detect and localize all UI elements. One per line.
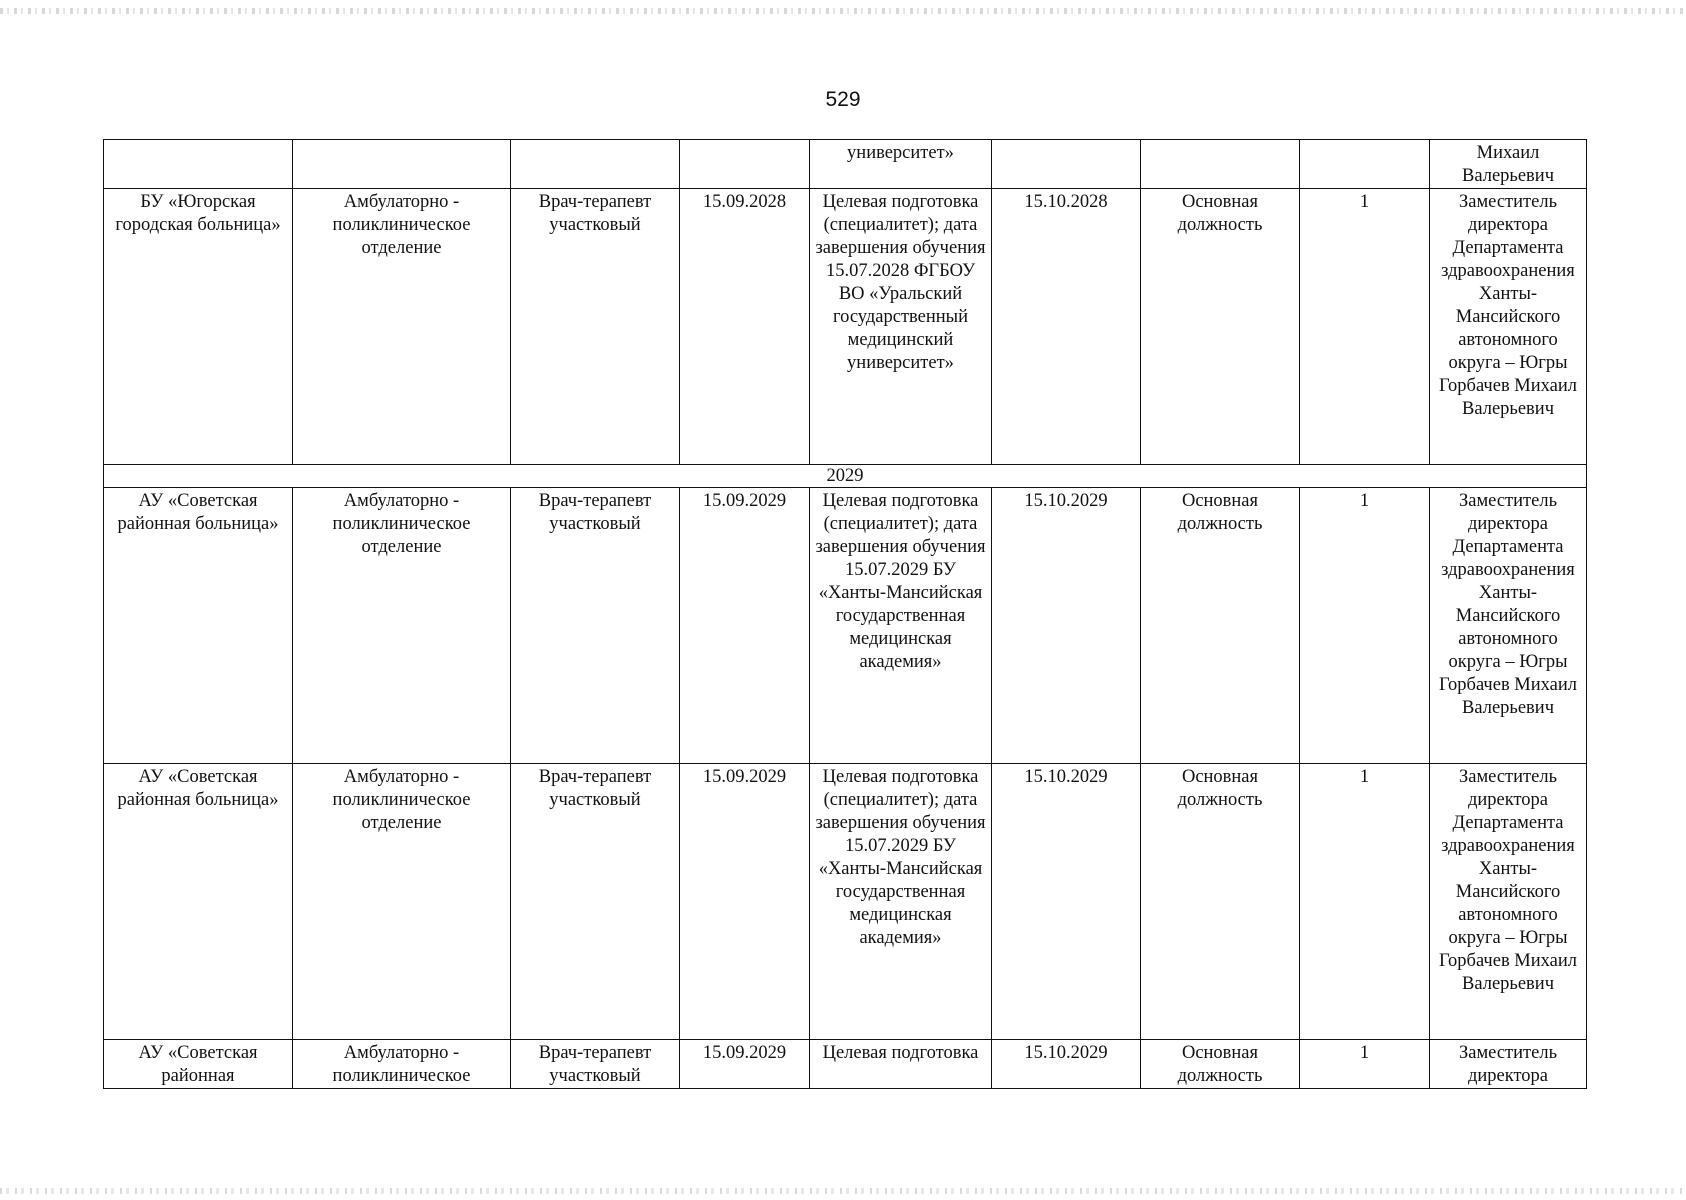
- cell-responsible: Михаил Валерьевич: [1430, 140, 1587, 189]
- cell-post-type: Основная должность: [1141, 764, 1300, 1040]
- table-row: [104, 1040, 1587, 1089]
- scan-edge-top: [0, 8, 1686, 14]
- cell-position: Врач-терапевт участковый: [511, 1040, 680, 1089]
- cell-organization: АУ «Советская районная больница»: [104, 488, 293, 764]
- cell-date-start: 15.09.2028: [680, 189, 810, 465]
- cell-training: Целевая подготовка: [810, 1040, 992, 1089]
- year-header: 2029: [104, 465, 1587, 488]
- cell-organization: БУ «Югорская городская больница»: [104, 189, 293, 465]
- cell-count: 1: [1300, 488, 1430, 764]
- cell-date-end: 15.10.2028: [992, 189, 1141, 465]
- cell-post-type: Основная должность: [1141, 488, 1300, 764]
- cell-date-end: 15.10.2029: [992, 1040, 1141, 1089]
- cell-training: Целевая подготовка (специалитет); дата завершения обучения 15.07.2029 БУ «Ханты-Мансийская государственная медицинская академия»: [810, 764, 992, 1040]
- cell-position: Врач-терапевт участковый: [511, 488, 680, 764]
- cell-count: 1: [1300, 189, 1430, 465]
- cell-count: [1300, 140, 1430, 189]
- cell-organization: АУ «Советская районная больница»: [104, 764, 293, 1040]
- cell-post-type: [1141, 140, 1300, 189]
- table-row: [104, 764, 1587, 1040]
- table-row-continuation: [104, 140, 1587, 189]
- cell-organization: [104, 140, 293, 189]
- cell-training: Целевая подготовка (специалитет); дата завершения обучения 15.07.2029 БУ «Ханты-Мансийская государственная медицинская академия»: [810, 488, 992, 764]
- year-header-row: [104, 465, 1587, 488]
- page-number: 529: [825, 88, 861, 111]
- table-row: [104, 189, 1587, 465]
- scan-edge-bottom: [0, 1188, 1686, 1194]
- cell-position: [511, 140, 680, 189]
- cell-date-start: 15.09.2029: [680, 764, 810, 1040]
- cell-organization: АУ «Советская районная: [104, 1040, 293, 1089]
- cell-responsible: Заместитель директора Департамента здравоохранения Ханты-Мансийского автономного округа – Югры Горбачев Михаил Валерьевич: [1430, 189, 1587, 465]
- cell-post-type: Основная должность: [1141, 189, 1300, 465]
- cell-position: Врач-терапевт участковый: [511, 764, 680, 1040]
- cell-training: Целевая подготовка (специалитет); дата завершения обучения 15.07.2028 ФГБОУ ВО «Уральский государственный медицинский университет»: [810, 189, 992, 465]
- cell-position: Врач-терапевт участковый: [511, 189, 680, 465]
- table-row: [104, 488, 1587, 764]
- cell-department: Амбулаторно - поликлиническое отделение: [293, 189, 511, 465]
- cell-responsible: Заместитель директора: [1430, 1040, 1587, 1089]
- cell-responsible: Заместитель директора Департамента здравоохранения Ханты-Мансийского автономного округа – Югры Горбачев Михаил Валерьевич: [1430, 488, 1587, 764]
- cell-department: Амбулаторно - поликлиническое: [293, 1040, 511, 1089]
- cell-count: 1: [1300, 1040, 1430, 1089]
- register-table: [103, 139, 1587, 1089]
- cell-date-start: 15.09.2029: [680, 488, 810, 764]
- cell-date-start: 15.09.2029: [680, 1040, 810, 1089]
- cell-date-end: 15.10.2029: [992, 488, 1141, 764]
- cell-responsible: Заместитель директора Департамента здравоохранения Ханты-Мансийского автономного округа – Югры Горбачев Михаил Валерьевич: [1430, 764, 1587, 1040]
- cell-training: университет»: [810, 140, 992, 189]
- cell-department: Амбулаторно - поликлиническое отделение: [293, 764, 511, 1040]
- cell-date-start: [680, 140, 810, 189]
- cell-count: 1: [1300, 764, 1430, 1040]
- cell-department: Амбулаторно - поликлиническое отделение: [293, 488, 511, 764]
- cell-date-end: 15.10.2029: [992, 764, 1141, 1040]
- cell-department: [293, 140, 511, 189]
- cell-post-type: Основная должность: [1141, 1040, 1300, 1089]
- cell-date-end: [992, 140, 1141, 189]
